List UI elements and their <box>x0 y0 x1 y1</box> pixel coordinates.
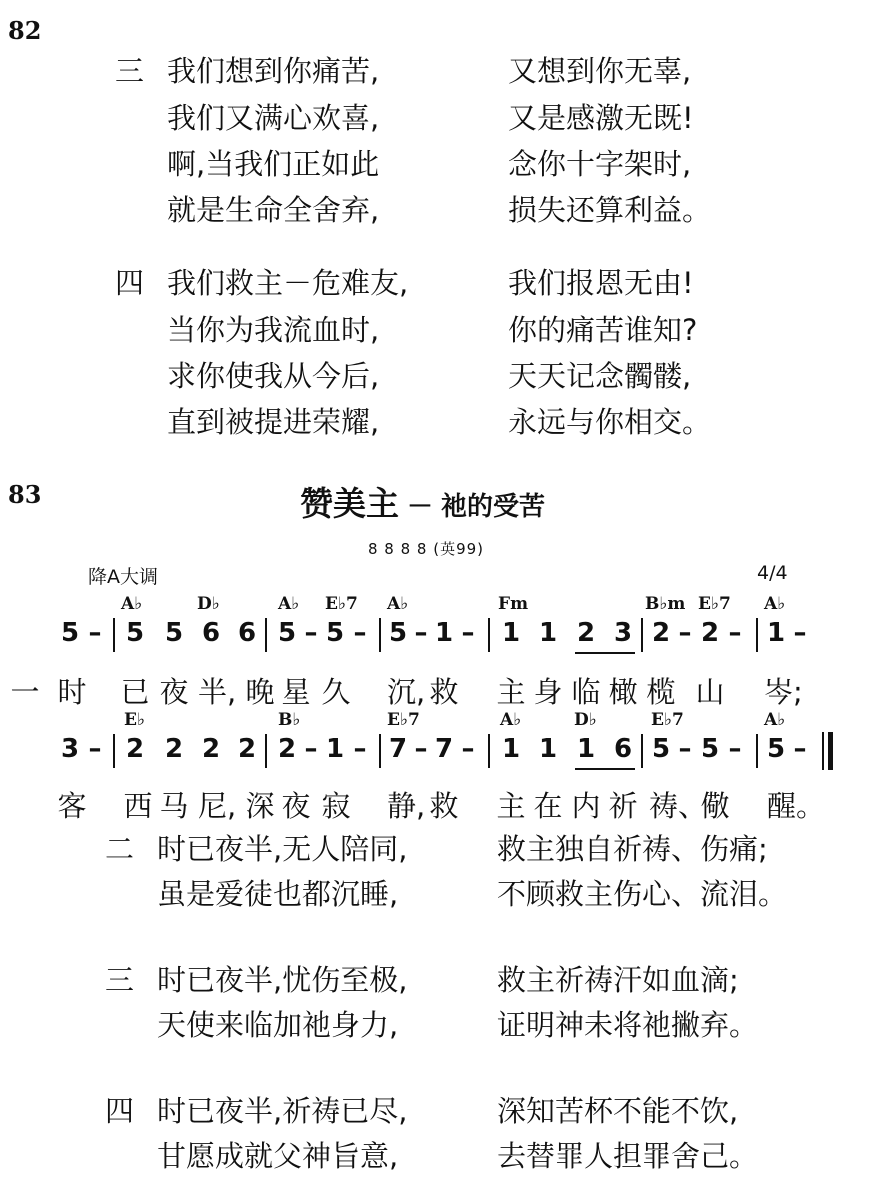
lyric: 半, <box>198 675 237 709</box>
title-dash: － <box>407 492 434 522</box>
meter: 8 8 8 8 (英99) <box>368 540 485 558</box>
note: 1 <box>538 618 558 648</box>
chord: E♭ <box>124 710 145 730</box>
note: 5 <box>325 618 345 648</box>
note: 7 <box>434 734 454 764</box>
lyric: 榄 <box>646 675 676 709</box>
eighth-note-underline <box>575 652 635 654</box>
hymn-title <box>300 478 545 525</box>
note: 1 <box>538 734 558 764</box>
title-main: 赞美主 <box>300 484 399 523</box>
lyric-line: 又想到你无辜, <box>508 54 692 88</box>
note: 7 <box>388 734 408 764</box>
chord: E♭7 <box>325 594 358 614</box>
chord: A♭ <box>121 594 143 614</box>
chord: A♭ <box>764 710 786 730</box>
lyric-line: 直到被提进荣耀, <box>167 405 380 439</box>
lyric: 时 <box>57 675 87 709</box>
final-barline-thin <box>822 732 824 770</box>
chord: Fm <box>498 594 529 614</box>
lyric: 内 <box>571 789 601 823</box>
lyric: 救 <box>429 789 459 823</box>
lyric: 已 <box>120 675 150 709</box>
note: 2 <box>576 618 596 648</box>
note-dash: – <box>353 618 367 648</box>
lyric: 马 <box>159 789 189 823</box>
stanza-number: 二 <box>105 832 135 866</box>
note-dash: – <box>304 734 318 764</box>
note: 2 <box>237 734 257 764</box>
note: 2 <box>277 734 297 764</box>
note: 1 <box>325 734 345 764</box>
note: 3 <box>613 618 633 648</box>
lyric-line: 我们想到你痛苦, <box>167 54 380 88</box>
note-dash: – <box>728 618 742 648</box>
note: 5 <box>164 618 184 648</box>
lyric-line: 求你使我从今后, <box>167 359 380 393</box>
note: 6 <box>237 618 257 648</box>
chord: A♭ <box>500 710 522 730</box>
note: 6 <box>613 734 633 764</box>
lyric-line: 啊,当我们正如此 <box>167 147 380 181</box>
lyric-line: 又是感激无既! <box>508 101 694 135</box>
lyric-line: 救主祈祷汗如血滴; <box>497 963 739 997</box>
stanza-number: 四 <box>105 1094 135 1128</box>
lyric: 儆 <box>700 789 730 823</box>
note: 5 <box>277 618 297 648</box>
note-dash: – <box>88 734 102 764</box>
lyric-line: 我们救主－危难友, <box>167 266 409 300</box>
note-dash: – <box>793 618 807 648</box>
lyric-line: 去替罪人担罪舍己。 <box>497 1139 759 1173</box>
barline <box>488 618 490 652</box>
lyric-line: 不顾救主伤心、流泪。 <box>497 877 788 911</box>
final-barline-thick <box>828 732 833 770</box>
lyric-line: 虽是爱徒也都沉睡, <box>157 877 399 911</box>
note: 1 <box>434 618 454 648</box>
lyric: 祈 <box>608 789 638 823</box>
note-dash: – <box>414 618 428 648</box>
chord: B♭ <box>278 710 301 730</box>
lyric: 沉, <box>387 675 426 709</box>
barline <box>641 734 643 768</box>
lyric-line: 时已夜半,祈祷已尽, <box>157 1094 408 1128</box>
time-signature: 4/4 <box>757 562 788 584</box>
chord: A♭ <box>764 594 786 614</box>
lyric-line: 时已夜半,忧伤至极, <box>157 963 408 997</box>
barline <box>113 618 115 652</box>
note: 5 <box>388 618 408 648</box>
barline <box>379 734 381 768</box>
barline <box>756 618 758 652</box>
lyric: 静, <box>387 789 426 823</box>
lyric-line: 当你为我流血时, <box>167 313 380 347</box>
note: 5 <box>766 734 786 764</box>
note: 5 <box>700 734 720 764</box>
lyric: 橄 <box>608 675 638 709</box>
lyric-line: 念你十字架时, <box>508 147 692 181</box>
lyric: 醒。 <box>767 789 826 823</box>
lyric-line: 深知苦杯不能不饮, <box>497 1094 739 1128</box>
note: 6 <box>201 618 221 648</box>
lyric-line: 就是生命全舍弃, <box>167 193 380 227</box>
lyric: 寂 <box>321 789 351 823</box>
note: 2 <box>700 618 720 648</box>
lyric-line: 救主独自祈祷、伤痛; <box>497 832 768 866</box>
hymn-number: 83 <box>8 480 42 509</box>
chord: E♭7 <box>698 594 731 614</box>
barline <box>488 734 490 768</box>
lyric-line: 天天记念髑髅, <box>508 359 692 393</box>
note: 1 <box>501 734 521 764</box>
eighth-note-underline <box>575 768 635 770</box>
note-dash: – <box>728 734 742 764</box>
lyric: 一 <box>10 675 40 709</box>
note-dash: – <box>461 734 475 764</box>
note: 5 <box>60 618 80 648</box>
note-dash: – <box>304 618 318 648</box>
barline <box>641 618 643 652</box>
note-dash: – <box>353 734 367 764</box>
lyric-line: 损失还算利益。 <box>508 193 712 227</box>
stanza-number: 三 <box>115 54 145 88</box>
lyric-line: 我们报恩无由! <box>508 266 694 300</box>
chord: D♭ <box>197 594 220 614</box>
stanza-number: 三 <box>105 963 135 997</box>
note-dash: – <box>414 734 428 764</box>
note-dash: – <box>678 618 692 648</box>
lyric: 夜 <box>281 789 311 823</box>
note: 3 <box>60 734 80 764</box>
lyric-line: 你的痛苦谁知? <box>508 313 698 347</box>
chord: E♭7 <box>387 710 420 730</box>
lyric-line: 时已夜半,无人陪同, <box>157 832 408 866</box>
note: 5 <box>125 618 145 648</box>
lyric: 客 <box>57 789 87 823</box>
note: 1 <box>766 618 786 648</box>
key-signature: 降A大调 <box>88 566 158 588</box>
chord: D♭ <box>574 710 597 730</box>
barline <box>265 734 267 768</box>
lyric: 久 <box>321 675 351 709</box>
lyric: 星 <box>281 675 311 709</box>
note: 1 <box>501 618 521 648</box>
note: 1 <box>576 734 596 764</box>
note: 2 <box>651 618 671 648</box>
lyric-line: 永远与你相交。 <box>508 405 712 439</box>
barline <box>265 618 267 652</box>
lyric: 在 <box>533 789 563 823</box>
lyric-line: 证明神未将祂撇弃。 <box>497 1008 759 1042</box>
note: 2 <box>164 734 184 764</box>
lyric: 祷、 <box>649 789 708 823</box>
note: 2 <box>201 734 221 764</box>
barline <box>113 734 115 768</box>
note-dash: – <box>88 618 102 648</box>
lyric: 临 <box>571 675 601 709</box>
barline <box>379 618 381 652</box>
note-dash: – <box>461 618 475 648</box>
barline <box>756 734 758 768</box>
lyric: 晚 <box>245 675 275 709</box>
chord: B♭m <box>645 594 686 614</box>
note: 5 <box>651 734 671 764</box>
chord: E♭7 <box>651 710 684 730</box>
note-dash: – <box>678 734 692 764</box>
chord: A♭ <box>387 594 409 614</box>
lyric-line: 甘愿成就父神旨意, <box>157 1139 399 1173</box>
note-dash: – <box>793 734 807 764</box>
lyric: 主 <box>496 789 526 823</box>
lyric-line: 我们又满心欢喜, <box>167 101 380 135</box>
title-sub: 祂的受苦 <box>441 492 546 522</box>
lyric-line: 天使来临加祂身力, <box>157 1008 399 1042</box>
lyric: 夜 <box>159 675 189 709</box>
stanza-number: 四 <box>115 266 145 300</box>
lyric: 西 <box>123 789 153 823</box>
page-number: 82 <box>8 16 42 45</box>
chord: A♭ <box>278 594 300 614</box>
lyric: 身 <box>533 675 563 709</box>
lyric: 尼, <box>198 789 237 823</box>
lyric: 深 <box>245 789 275 823</box>
lyric: 岑; <box>764 675 803 709</box>
note: 2 <box>125 734 145 764</box>
lyric: 主 <box>496 675 526 709</box>
lyric: 山 <box>695 675 725 709</box>
lyric: 救 <box>429 675 459 709</box>
